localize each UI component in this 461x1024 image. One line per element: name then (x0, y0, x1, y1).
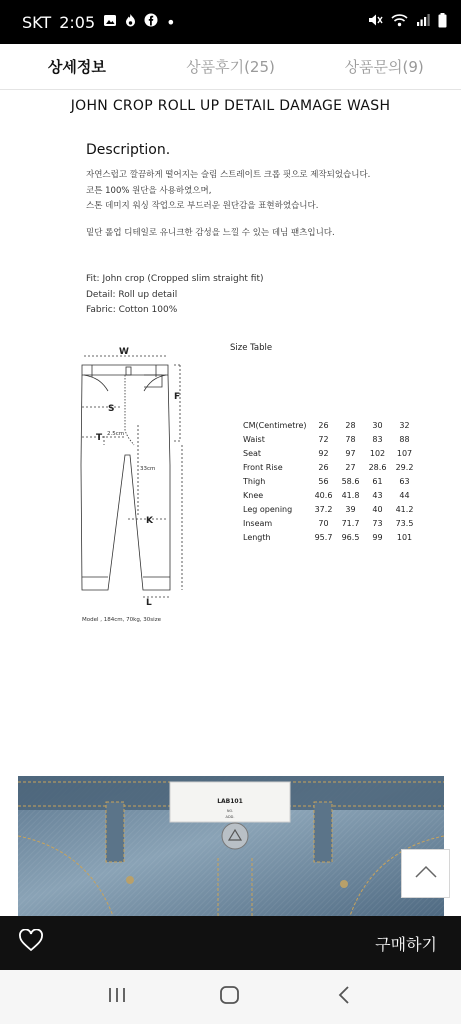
size-cell: 26 (318, 462, 329, 472)
size-cell: 37.2 (314, 504, 333, 514)
size-cell: 97 (345, 448, 356, 458)
size-row-leg-opening (240, 502, 418, 516)
row-label: Front Rise (243, 462, 283, 472)
size-cell: 73.5 (395, 518, 414, 528)
size-header-label: CM(Centimetre) (243, 420, 307, 430)
home-icon (219, 984, 241, 1010)
size-cell: 107 (396, 448, 413, 458)
recent-apps-icon (107, 986, 127, 1008)
scroll-to-top-button[interactable] (401, 849, 450, 898)
spec-fabric: Fabric: Cotton 100% (86, 305, 178, 315)
notification-dot: • (166, 12, 176, 32)
size-cell: 96.5 (341, 532, 360, 542)
carrier-label: SKT (22, 12, 52, 32)
size-cell: 72 (318, 434, 329, 444)
size-cell: 73 (372, 518, 383, 528)
tab-reviews[interactable]: 상품후기(25) (186, 58, 275, 76)
row-label: Seat (243, 448, 262, 458)
wifi-icon (391, 13, 408, 31)
size-cell: 71.7 (341, 518, 360, 528)
gallery-notification-icon (103, 14, 117, 31)
size-cell: 83 (372, 434, 383, 444)
description-line: 코튼 100% 원단을 사용하였으며, (86, 185, 212, 196)
recent-apps-button[interactable] (97, 977, 137, 1017)
label-w: W (119, 347, 129, 357)
row-label: Leg opening (243, 504, 293, 514)
description-heading: Description. (86, 142, 171, 158)
size-cell: 61 (372, 476, 383, 486)
mute-icon (368, 13, 383, 31)
description-line: 밑단 롤업 디테일로 유니크한 감성을 느낄 수 있는 데님 팬츠입니다. (86, 228, 335, 238)
size-cell: 92 (318, 448, 329, 458)
row-label: Knee (243, 490, 264, 500)
battery-icon (438, 13, 447, 32)
measure-33cm: 33cm (140, 466, 156, 472)
size-cell: 95.7 (314, 532, 333, 542)
label-s: S (108, 404, 115, 414)
size-table-title: Size Table (230, 343, 273, 353)
row-label: Thigh (243, 476, 266, 486)
product-photo (18, 776, 444, 916)
size-cell: 41.8 (341, 490, 360, 500)
size-row-waist (240, 432, 418, 446)
label-t: T (96, 433, 103, 443)
tab-detail-info[interactable]: 상세정보 (47, 58, 106, 76)
size-cell: 70 (318, 518, 329, 528)
label-l: L (146, 598, 152, 607)
size-row-seat (240, 446, 418, 460)
size-row-length (240, 530, 418, 544)
system-nav-bar (0, 970, 461, 1024)
row-label: Inseam (243, 518, 273, 528)
size-cell: 43 (372, 490, 383, 500)
row-label: Length (243, 532, 271, 542)
tag-small-text: ADD. (225, 815, 235, 819)
tab-inquiries[interactable]: 상품문의(9) (344, 58, 424, 76)
size-cell: 102 (369, 448, 386, 458)
detail-tabs (0, 44, 461, 90)
size-cell: 101 (396, 532, 413, 542)
signal-icon (416, 13, 430, 31)
home-button[interactable] (210, 977, 250, 1017)
size-table (240, 418, 418, 544)
size-header-cell: 30 (372, 420, 383, 430)
back-button[interactable] (324, 977, 364, 1017)
size-cell: 56 (318, 476, 329, 486)
heart-icon[interactable] (18, 929, 44, 957)
size-cell: 63 (399, 476, 410, 486)
size-cell: 29.2 (395, 462, 414, 472)
size-cell: 88 (399, 434, 410, 444)
measure-2-5cm: 2.5cm (107, 431, 125, 437)
size-cell: 27 (345, 462, 356, 472)
size-cell: 40.6 (314, 490, 333, 500)
size-cell: 41.2 (395, 504, 414, 514)
size-header-row (240, 418, 418, 432)
status-bar (0, 0, 461, 44)
product-detail-content[interactable] (0, 90, 461, 916)
size-header-cell: 32 (399, 420, 410, 430)
size-cell: 44 (399, 490, 410, 500)
description-text (86, 168, 370, 215)
facebook-notification-icon (144, 13, 158, 31)
size-header-cell: 26 (318, 420, 329, 430)
size-row-front-rise (240, 460, 418, 474)
size-row-thigh (240, 474, 418, 488)
spec-fit: Fit: John crop (Cropped slim straight fit) (86, 274, 264, 284)
size-row-inseam (240, 516, 418, 530)
tag-brand-text: LAB101 (217, 798, 243, 805)
size-cell: 40 (372, 504, 383, 514)
size-cell: 28.6 (368, 462, 387, 472)
size-row-knee (240, 488, 418, 502)
purchase-bar (0, 916, 461, 970)
description-line: 자연스럽고 깔끔하게 떨어지는 슬림 스트레이트 크롭 핏으로 제작되었습니다. (86, 170, 371, 180)
size-cell: 58.6 (341, 476, 360, 486)
buy-button[interactable]: 구매하기 (375, 934, 437, 954)
label-f: F (174, 392, 181, 402)
back-icon (337, 985, 351, 1009)
row-label: Waist (243, 434, 265, 444)
model-note: Model , 184cm, 70kg, 30size (82, 617, 161, 623)
pants-measurement-diagram (70, 345, 200, 607)
product-specs (86, 272, 264, 319)
chevron-up-icon (415, 864, 437, 883)
description-line: 스톤 데미지 워싱 작업으로 부드러운 원단감을 표현하였습니다. (86, 201, 319, 211)
size-cell: 78 (345, 434, 356, 444)
product-title: JOHN CROP ROLL UP DETAIL DAMAGE WASH (70, 98, 391, 114)
spec-detail: Detail: Roll up detail (86, 289, 178, 300)
label-k: K (146, 516, 153, 526)
clock: 2:05 (59, 12, 96, 32)
size-header-cell: 28 (345, 420, 356, 430)
size-cell: 39 (345, 504, 356, 514)
size-cell: 99 (372, 532, 383, 542)
fire-notification-icon (125, 13, 136, 31)
tag-small-text: NO. (226, 809, 234, 813)
